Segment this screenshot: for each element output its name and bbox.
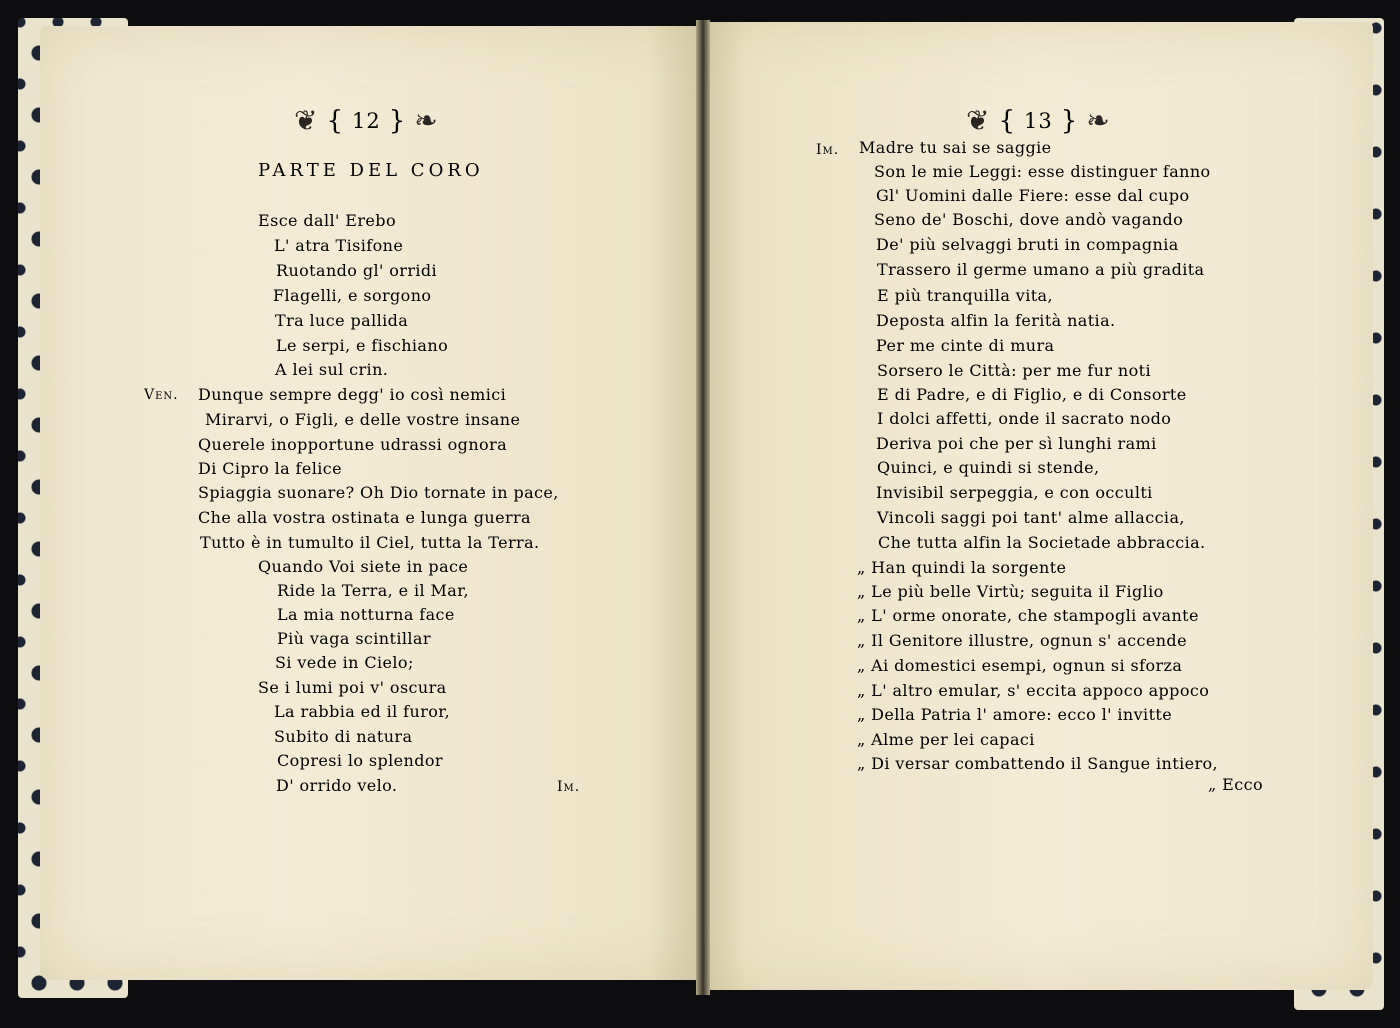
verse-line: Di Cipro la felice [198,459,342,478]
verse-line: Deposta alfin la ferità natia. [876,311,1116,330]
verse-line: Spiaggia suonare? Oh Dio tornate in pace, [198,483,559,502]
right-folio: ❦ { 13 } ❧ [966,104,1111,137]
fleuron-left-icon: ❦ [294,104,319,137]
verse-line: I dolci affetti, onde il sacrato nodo [877,409,1172,428]
verse-line: „ Di versar combattendo il Sangue intiero, [857,754,1219,773]
verse-line: E di Padre, e di Figlio, e di Consorte [877,385,1187,404]
verse-line: „ Ai domestici esempi, ognun si sforza [857,656,1183,675]
verse-line: La mia notturna face [277,605,455,624]
verse-line: „ Le più belle Virtù; seguita il Figlio [857,582,1164,601]
verse-line: Trassero il germe umano a più gradita [877,260,1205,279]
verse-line: Querele inopportune udrassi ognora [198,435,508,454]
verse-line: Esce dall' Erebo [258,211,396,230]
left-folio: ❦ { 12 } ❧ [294,104,439,137]
verse-line: Che alla vostra ostinata e lunga guerra [198,508,531,527]
left-page-number: 12 [352,109,381,133]
verse-line: D' orrido velo. [276,776,398,795]
verse-line: L' atra Tisifone [274,236,404,255]
verse-line: Subito di natura [274,727,413,746]
speaker-label: Ven. [144,387,179,403]
verse-line: Seno de' Boschi, dove andò vagando [874,210,1184,229]
verse-line: Quinci, e quindi si stende, [877,458,1100,477]
verse-line: Più vaga scintillar [277,629,431,648]
verse-line: Sorsero le Città: per me fur noti [877,361,1152,380]
verse-line: Deriva poi che per sì lunghi rami [876,434,1157,453]
verse-line: Quando Voi siete in pace [258,557,469,576]
verse-line: Vincoli saggi poi tant' alme allaccia, [877,508,1185,527]
verse-line: Ruotando gl' orridi [276,261,438,280]
verse-line: E più tranquilla vita, [877,286,1053,305]
verse-line: Gl' Uomini dalle Fiere: esse dal cupo [876,186,1190,205]
verse-line: Dunque sempre degg' io così nemici [198,385,507,404]
verse-line: „ L' altro emular, s' eccita appoco appoco [857,681,1210,700]
verse-line: Invisibil serpeggia, e con occulti [876,483,1153,502]
book-gutter [696,20,710,995]
verse-line: Tutto è in tumulto il Ciel, tutta la Terra. [200,533,540,552]
fleuron-left-icon: ❦ [966,104,991,137]
verse-line: Se i lumi poi v' oscura [258,678,447,697]
verse-line: Mirarvi, o Figli, e delle vostre insane [205,410,521,429]
verse-line: Madre tu sai se saggie [859,138,1052,157]
verse-line: Son le mie Leggi: esse distinguer fanno [874,162,1211,181]
verse-line: „ Han quindi la sorgente [857,558,1067,577]
verse-line: Copresi lo splendor [277,751,443,770]
verse-line: Ride la Terra, e il Mar, [277,581,469,600]
verse-line: La rabbia ed il furor, [274,702,451,721]
verse-line: Le serpi, e fischiano [276,336,449,355]
verse-line: A lei sul crin. [275,360,389,379]
verse-line: Flagelli, e sorgono [273,286,432,305]
fleuron-right-icon: ❧ [414,104,439,137]
speaker-label: Im. [816,142,840,158]
verse-line: De' più selvaggi bruti in compagnia [876,235,1179,254]
verse-line: „ Il Genitore illustre, ognun s' accende [857,631,1187,650]
verse-line: „ Alme per lei capaci [857,730,1035,749]
right-page-number: 13 [1024,109,1053,133]
verse-line: „ Della Patria l' amore: ecco l' invitte [857,705,1173,724]
verse-line: Tra luce pallida [275,311,409,330]
verse-line: „ L' orme onorate, che stampogli avante [857,606,1199,625]
verse-line: Per me cinte di mura [876,336,1055,355]
verse-line: Che tutta alfin la Societade abbraccia. [878,533,1206,552]
fleuron-right-icon: ❧ [1086,104,1111,137]
catchword: Im. [557,779,581,795]
verse-line: Si vede in Cielo; [275,653,414,672]
section-heading: PARTE DEL CORO [258,160,484,181]
catchword: „ Ecco [1208,775,1264,794]
